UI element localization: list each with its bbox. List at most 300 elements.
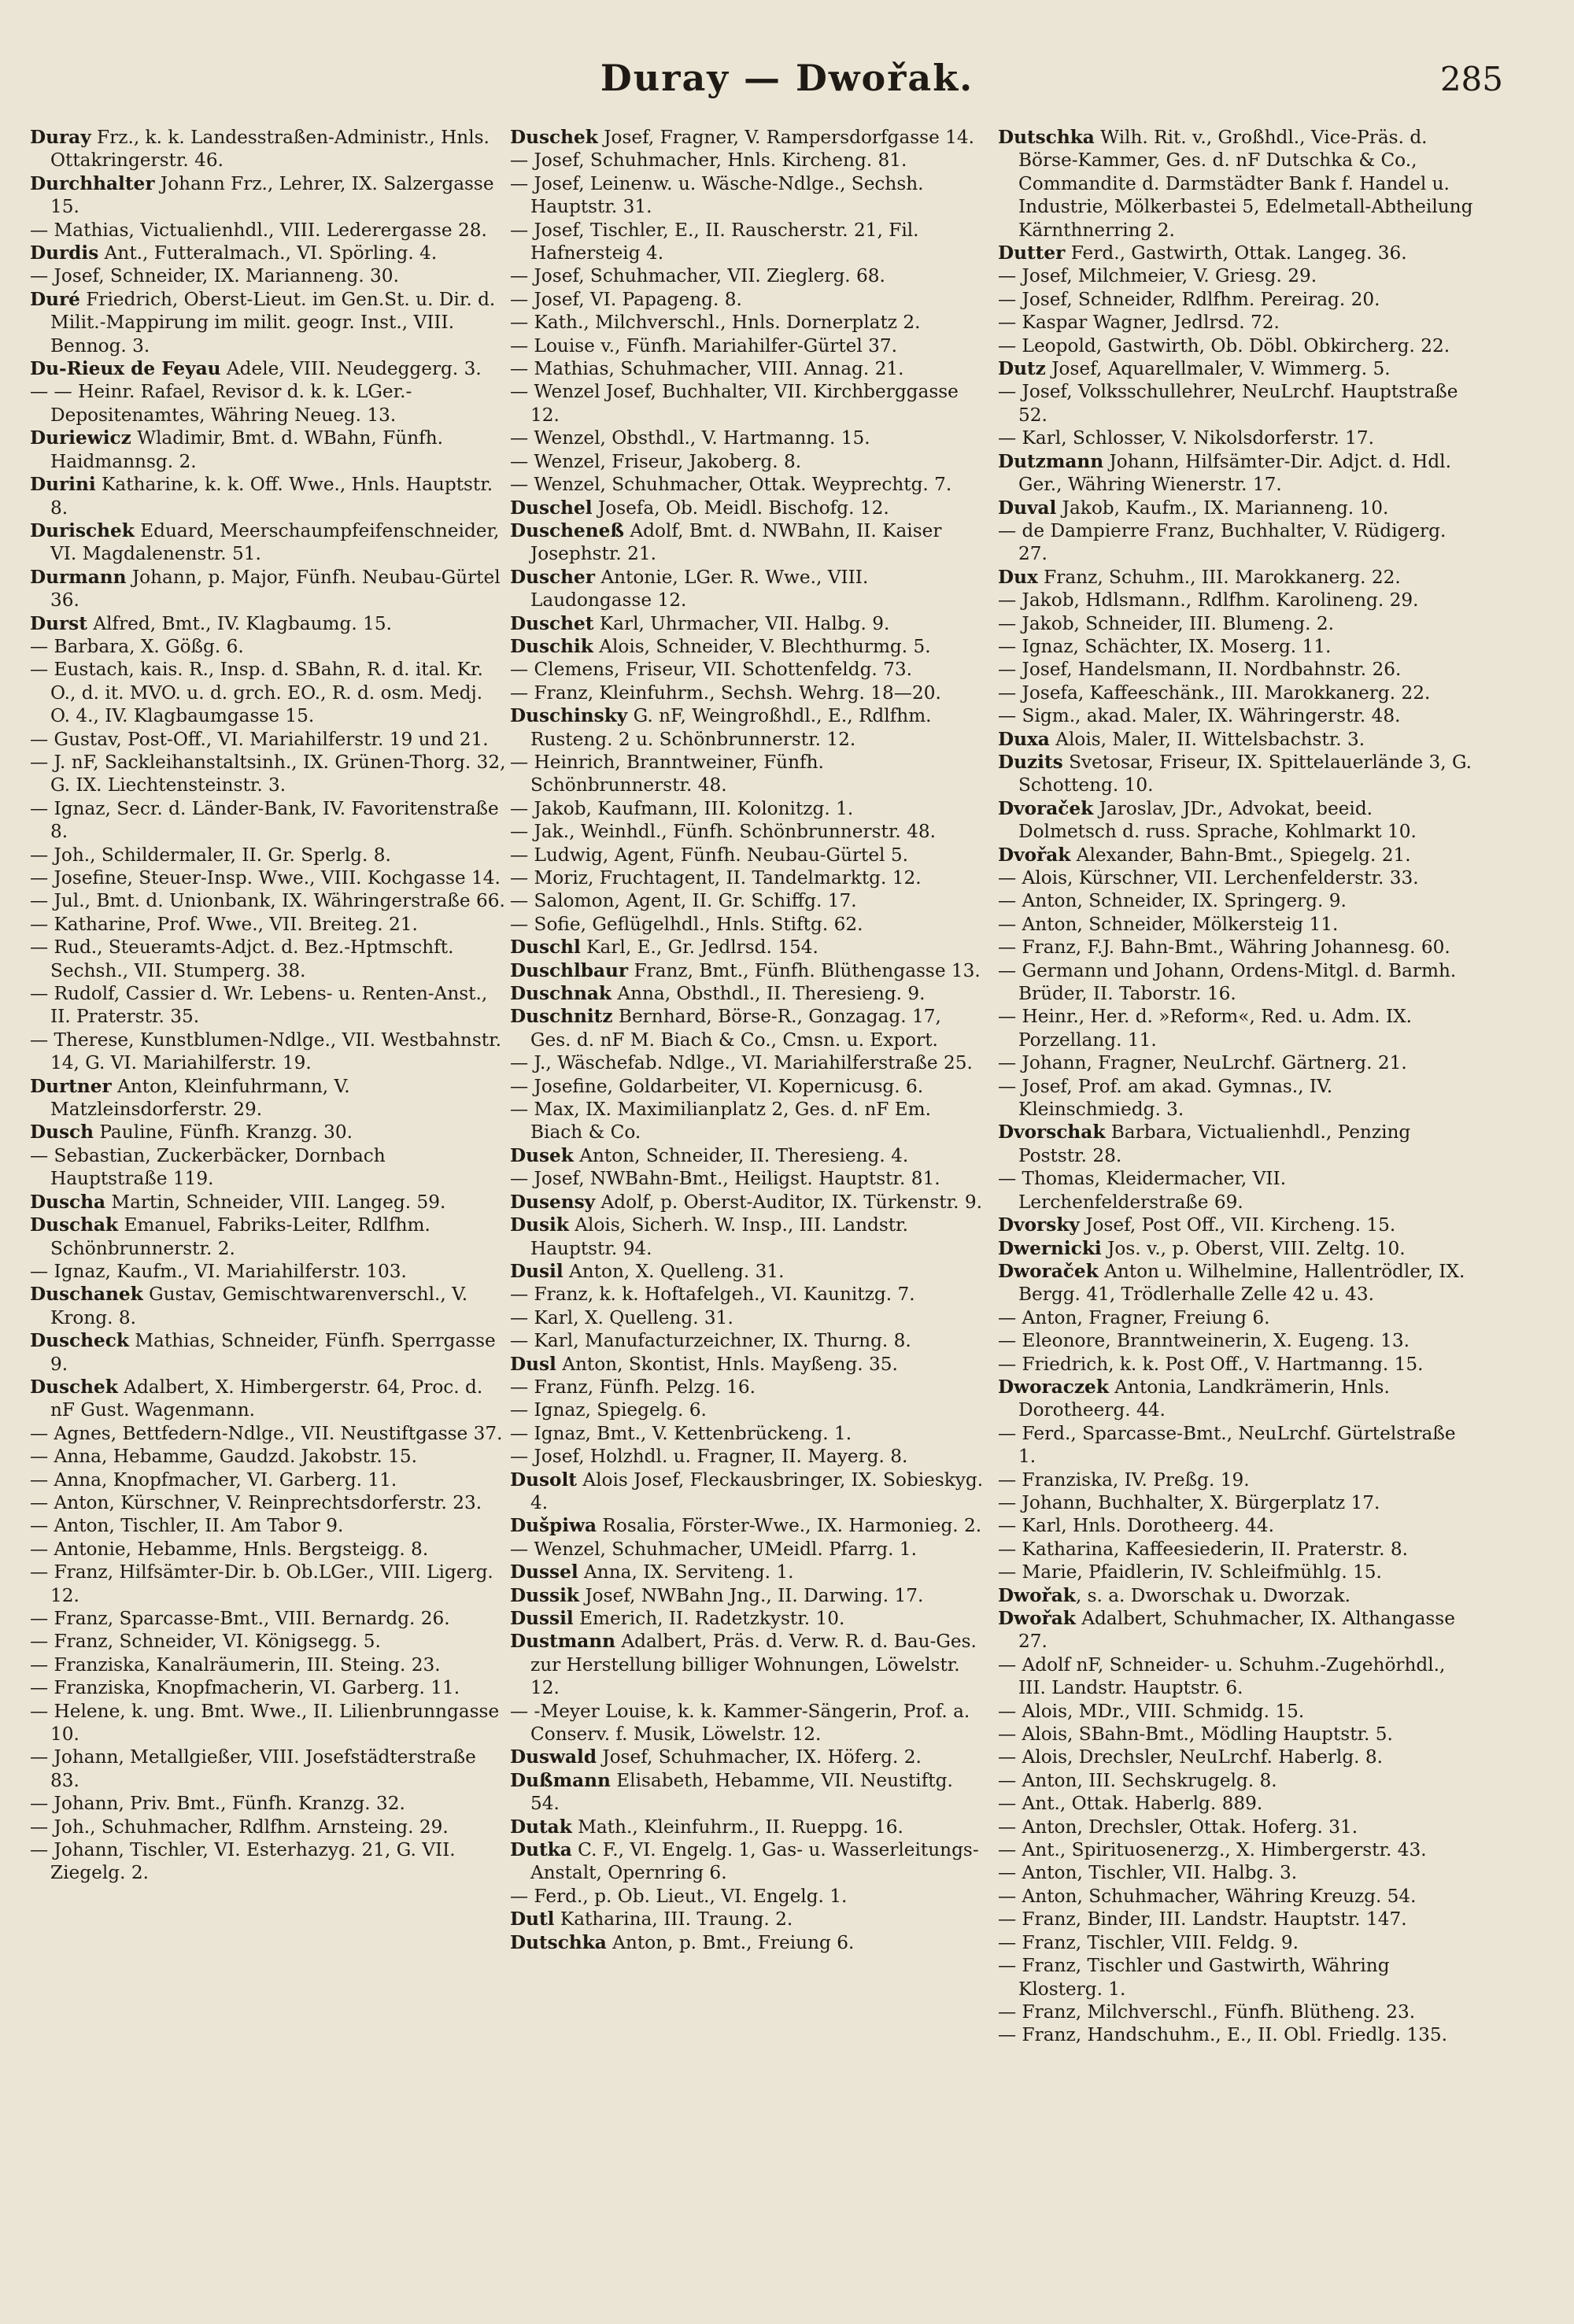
directory-entry [30, 1469, 506, 1491]
entry-details: — Josef, VI. Papageng. 8. [510, 288, 742, 310]
entry-details: — Franz, Binder, III. Landstr. Hauptstr. 147. [998, 1908, 1407, 1931]
directory-entry [510, 311, 986, 334]
directory-entry [30, 1538, 506, 1561]
directory-entry [998, 1491, 1474, 1514]
directory-entry [30, 380, 506, 427]
entry-details: — Ferd., p. Ob. Lieut., VI. Engelg. 1. [510, 1885, 848, 1907]
directory-entry [30, 1445, 506, 1468]
directory-entry [998, 1769, 1474, 1792]
entry-details: Frz., k. k. Landesstraßen-Administr., Hnls. Ottakringerstr. 46. [50, 127, 490, 172]
entry-details: Svetosar, Friseur, IX. Spittelauerlände 3, G. Schotteng. 10. [1018, 751, 1472, 796]
directory-entry [998, 1353, 1474, 1376]
directory-entry [510, 682, 986, 704]
directory-entry [998, 589, 1474, 611]
entry-details: — Franz, F.J. Bahn-Bmt., Währing Johannesg. 60. [998, 937, 1450, 959]
directory-entry [998, 2001, 1474, 2023]
entry-details: — Johann, Priv. Bmt., Fünfh. Kranzg. 32. [30, 1793, 405, 1815]
directory-entry [998, 1931, 1474, 1954]
entry-details: — Jul., Bmt. d. Unionbank, IX. Währingerstraße 66. [30, 890, 505, 912]
directory-entry [510, 1816, 986, 1838]
entry-details: Alois, Maler, II. Wittelsbachstr. 3. [1049, 728, 1365, 750]
entry-details: — Josef, Schneider, Rdlfhm. Pereirag. 20. [998, 288, 1380, 310]
directory-entry [998, 1561, 1474, 1583]
entry-details: — Franziska, IV. Preßg. 19. [998, 1469, 1250, 1491]
directory-entry [510, 1283, 986, 1306]
entry-surname: Duschnitz [510, 1006, 613, 1028]
directory-entry [998, 288, 1474, 311]
directory-entry [510, 913, 986, 936]
entry-details: — Jakob, Schneider, III. Blumeng. 2. [998, 612, 1334, 634]
entry-details: — Ignaz, Secr. d. Länder-Bank, IV. Favoritenstraße 8. [30, 797, 499, 843]
entry-details: — Josefa, Kaffeeschänk., III. Marokkanerg. 22. [998, 682, 1431, 704]
entry-surname: Durdis [30, 242, 99, 264]
entry-details: — Mathias, Schuhmacher, VIII. Annag. 21. [510, 358, 904, 380]
entry-details: — Karl, X. Quelleng. 31. [510, 1306, 733, 1328]
directory-entry [30, 1191, 506, 1214]
entry-details: Jos. v., p. Oberst, VIII. Zeltg. 10. [1101, 1237, 1406, 1259]
entry-details: — Johann, Fragner, NeuLrchf. Gärtnerg. 21. [998, 1052, 1407, 1074]
entry-surname: Dutzmann [998, 450, 1104, 472]
directory-entry [510, 1005, 986, 1051]
entry-surname: Dutter [998, 242, 1066, 264]
directory-entry [30, 982, 506, 1029]
directory-entry [30, 1422, 506, 1445]
directory-entry [998, 1885, 1474, 1908]
entry-details: — Ignaz, Kaufm., VI. Mariahilferstr. 103. [30, 1260, 407, 1282]
column-right [998, 126, 1474, 2306]
directory-entry [510, 172, 986, 219]
directory-entry [510, 1931, 986, 1954]
entry-details: — Germann und Johann, Ordens-Mitgl. d. Barmh. Brüder, II. Taborstr. 16. [998, 959, 1457, 1005]
entry-details: Adele, VIII. Neudeggerg. 3. [220, 358, 482, 380]
entry-details: — Franziska, Kanalräumerin, III. Steing. 23. [30, 1653, 441, 1676]
entry-surname: Dusl [510, 1353, 556, 1375]
directory-entry [998, 866, 1474, 889]
directory-entry [998, 380, 1474, 427]
entry-surname: Duschel [510, 497, 593, 519]
entry-details: — Katharina, Kaffeesiederin, II. Praterstr. 8. [998, 1538, 1408, 1560]
entry-details: — Josef, NWBahn-Bmt., Heiligst. Hauptstr. 81. [510, 1168, 940, 1190]
directory-entry [998, 427, 1474, 449]
directory-entry [998, 936, 1474, 959]
directory-entry [510, 264, 986, 287]
entry-surname: Dutl [510, 1908, 555, 1931]
directory-entry [998, 1792, 1474, 1815]
entry-details: — Josef, Tischler, E., II. Rauscherstr. 21, Fil. Hafnersteig 4. [510, 219, 919, 264]
directory-entry [30, 126, 506, 172]
entry-details: Josefa, Ob. Meidl. Bischofg. 12. [592, 497, 889, 519]
directory-entry [998, 1005, 1474, 1051]
entry-surname: Dvoraček [998, 797, 1094, 819]
directory-entry [30, 1491, 506, 1514]
directory-entry [30, 658, 506, 727]
entry-details: Anna, Obsthdl., II. Theresieng. 9. [611, 983, 926, 1005]
entry-details: — Clemens, Friseur, VII. Schottenfeldg. 73. [510, 659, 913, 681]
directory-entry [30, 1376, 506, 1422]
entry-surname: Dušpiwa [510, 1515, 597, 1537]
entry-details: — Josef, Volksschullehrer, NeuLrchf. Hauptstraße 52. [998, 381, 1458, 426]
directory-entry [998, 519, 1474, 566]
entry-surname: Duzits [998, 751, 1063, 773]
directory-entry [998, 889, 1474, 912]
entry-details: — Heinrich, Branntweiner, Fünfh. Schönbrunnerstr. 48. [510, 751, 824, 796]
directory-entry [30, 566, 506, 612]
entry-details: Josef, NWBahn Jng., II. Darwing. 17. [578, 1584, 924, 1606]
directory-entry [30, 635, 506, 658]
directory-entry [30, 1029, 506, 1075]
directory-entry [998, 1723, 1474, 1746]
directory-entry [510, 519, 986, 566]
directory-entry [30, 844, 506, 866]
directory-entry [30, 1283, 506, 1329]
entry-details: Alois, Sicherh. W. Insp., III. Landstr. Hauptstr. 94. [530, 1214, 908, 1259]
entry-surname: Dvorschak [998, 1121, 1106, 1144]
directory-entry [510, 1191, 986, 1214]
entry-details: — Franz, Milchverschl., Fünfh. Blütheng. 23. [998, 2001, 1416, 2023]
entry-details: Rosalia, Förster-Wwe., IX. Harmonieg. 2. [597, 1515, 982, 1537]
directory-entry [998, 497, 1474, 519]
entry-details: Josef, Post Off., VII. Kircheng. 15. [1079, 1214, 1396, 1236]
entry-details: Johann, Hilfsämter-Dir. Adjct. d. Hdl. Ger., Währing Wienerstr. 17. [1018, 450, 1451, 496]
running-head: Duray — Dwořak. [600, 57, 974, 99]
directory-entry [998, 311, 1474, 334]
entry-details: Franz, Bmt., Fünfh. Blüthengasse 13. [628, 959, 981, 981]
entry-details: — Anton, Schneider, Mölkersteig 11. [998, 913, 1339, 935]
entry-details: — Anna, Knopfmacher, VI. Garberg. 11. [30, 1469, 397, 1491]
entry-details: Emanuel, Fabriks-Leiter, Rdlfhm. Schönbrunnerstr. 2. [50, 1214, 430, 1259]
entry-details: — Karl, Manufacturzeichner, IX. Thurng. 8. [510, 1330, 911, 1352]
entry-details: — Josef, Prof. am akad. Gymnas., IV. Kleinschmiedg. 3. [998, 1075, 1333, 1121]
directory-entry [30, 1561, 506, 1607]
entry-surname: Dusil [510, 1260, 563, 1282]
entry-details: — Johann, Tischler, VI. Esterhazyg. 21, G. VII. Ziegelg. 2. [30, 1839, 456, 1884]
entry-details: — Wenzel, Schuhmacher, Ottak. Weyprechtg. 7. [510, 474, 952, 496]
entry-details: Johann, p. Major, Fünfh. Neubau-Gürtel 36. [50, 566, 501, 611]
entry-details: — Friedrich, k. k. Post Off., V. Hartmanng. 15. [998, 1353, 1424, 1375]
directory-entry [998, 1167, 1474, 1214]
entry-details: — Franz, Handschuhm., E., II. Obl. Friedlg. 135. [998, 2024, 1447, 2046]
entry-details: — Louise v., Fünfh. Mariahilfer-Gürtel 37. [510, 334, 898, 357]
directory-entry [998, 1514, 1474, 1537]
directory-entry [510, 219, 986, 265]
entry-details: — Anton, Fragner, Freiung 6. [998, 1306, 1270, 1328]
entry-details: — Eleonore, Branntweinerin, X. Eugeng. 13. [998, 1330, 1410, 1352]
entry-details: — Josef, Holzhdl. u. Fragner, II. Mayerg. 8. [510, 1446, 908, 1468]
entry-surname: Dwořak [998, 1608, 1076, 1629]
entry-details: Adalbert, Präs. d. Verw. R. d. Bau-Ges. zur Herstellung billiger Wohnungen, Löwelstr. 12. [530, 1631, 977, 1699]
entry-details: — Franz, Sparcasse-Bmt., VIII. Bernardg. 26. [30, 1608, 450, 1629]
directory-entry [30, 1746, 506, 1792]
directory-entry [510, 1098, 986, 1144]
directory-entry [998, 1260, 1474, 1306]
directory-entry [510, 1398, 986, 1421]
entry-surname: Dworaček [998, 1260, 1099, 1282]
entry-surname: Duschlbaur [510, 959, 629, 981]
entry-details: — Mathias, Victualienhdl., VIII. Lederergasse 28. [30, 219, 487, 241]
directory-entry [510, 635, 986, 658]
entry-surname: Dvorsky [998, 1214, 1080, 1236]
directory-entry [510, 797, 986, 820]
entry-details: — Franz, Fünfh. Pelzg. 16. [510, 1376, 756, 1398]
entry-details: — Josef, Handelsmann, II. Nordbahnstr. 26. [998, 659, 1402, 681]
entry-surname: Dutschka [998, 127, 1095, 148]
directory-entry [510, 1051, 986, 1074]
directory-entry [510, 566, 986, 612]
directory-entry [510, 473, 986, 496]
directory-entry [998, 1306, 1474, 1329]
entry-details: — Franz, Kleinfuhrm., Sechsh. Wehrg. 18—20. [510, 682, 941, 704]
directory-entry [510, 1630, 986, 1699]
directory-entry [30, 473, 506, 519]
directory-entry [998, 704, 1474, 727]
directory-entry [510, 1329, 986, 1352]
entry-details: Adalbert, X. Himbergerstr. 64, Proc. d. nF Gust. Wagenmann. [50, 1376, 483, 1421]
entry-details: — Ignaz, Bmt., V. Kettenbrückeng. 1. [510, 1422, 852, 1444]
directory-entry [998, 1700, 1474, 1723]
entry-details: — Heinr., Her. d. »Reform«, Red. u. Adm. IX. Porzellang. 11. [998, 1006, 1413, 1051]
entry-details: — Kath., Milchverschl., Hnls. Dornerplatz 2. [510, 312, 921, 334]
directory-entry [998, 635, 1474, 658]
entry-surname: Durini [30, 474, 96, 496]
directory-entry [998, 1861, 1474, 1884]
entry-details: Alois Josef, Fleckausbringer, IX. Sobieskyg. 4. [530, 1469, 984, 1513]
entry-details: — Thomas, Kleidermacher, VII. Lerchenfelderstraße 69. [998, 1168, 1287, 1213]
directory-entry [30, 519, 506, 566]
entry-details: — Helene, k. ung. Bmt. Wwe., II. Lilienbrunngasse 10. [30, 1700, 500, 1746]
directory-entry [510, 1214, 986, 1260]
directory-entry [30, 288, 506, 357]
entry-details: — Wenzel, Obsthdl., V. Hartmanng. 15. [510, 427, 870, 449]
entry-details: — Rud., Steueramts-Adjct. d. Bez.-Hptmschft. Sechsh., VII. Stumperg. 38. [30, 937, 454, 981]
entry-surname: Durst [30, 612, 87, 634]
entry-surname: Dvořak [998, 844, 1071, 866]
directory-entry [30, 172, 506, 219]
directory-entry [510, 427, 986, 449]
directory-entry [998, 728, 1474, 751]
directory-entry [998, 2023, 1474, 2046]
entry-surname: Duval [998, 497, 1057, 519]
entry-details: Katharina, III. Traung. 2. [554, 1908, 793, 1931]
directory-entry [30, 264, 506, 287]
entry-details: — Alois, Drechsler, NeuLrchf. Haberlg. 8. [998, 1746, 1384, 1768]
directory-entry [998, 1954, 1474, 2001]
entry-details: — Leopold, Gastwirth, Ob. Döbl. Obkircherg. 22. [998, 334, 1450, 357]
directory-entry [998, 797, 1474, 844]
directory-entry [998, 1607, 1474, 1653]
entry-details: — Therese, Kunstblumen-Ndlge., VII. Westbahnstr. 14, G. VI. Mariahilferstr. 19. [30, 1029, 501, 1074]
entry-details: Josef, Aquarellmaler, V. Wimmerg. 5. [1045, 358, 1391, 380]
entry-surname: Duscheneß [510, 519, 624, 541]
entry-details: Martin, Schneider, VIII. Langeg. 59. [105, 1191, 446, 1213]
directory-entry [510, 1144, 986, 1167]
entry-surname: Dussil [510, 1608, 574, 1629]
entry-details: G. nF, Weingroßhdl., E., Rdlfhm. Rusteng. 2 u. Schönbrunnerstr. 12. [530, 705, 932, 750]
entry-details: Karl, Uhrmacher, VII. Halbg. 9. [593, 612, 890, 634]
entry-details: — de Dampierre Franz, Buchhalter, V. Rüdigerg. 27. [998, 519, 1447, 565]
entry-surname: Duschet [510, 612, 594, 634]
directory-entry [510, 866, 986, 889]
directory-entry [510, 612, 986, 635]
directory-entry [30, 612, 506, 635]
directory-entry [510, 1908, 986, 1931]
entry-details: Josef, Fragner, V. Rampersdorfgasse 14. [597, 127, 975, 148]
entry-surname: Dusch [30, 1121, 94, 1144]
directory-entry [998, 1538, 1474, 1561]
directory-entry [510, 820, 986, 843]
directory-entry [998, 126, 1474, 242]
entry-surname: Duschanek [30, 1284, 143, 1306]
entry-details: — -Meyer Louise, k. k. Kammer-Sängerin, Prof. a. Conserv. f. Musik, Löwelstr. 12. [510, 1700, 970, 1746]
entry-details: Anton, Schneider, II. Theresieng. 4. [573, 1144, 909, 1166]
directory-entry [30, 1838, 506, 1885]
entry-surname: Duscha [30, 1191, 106, 1213]
entry-surname: Dussel [510, 1561, 578, 1583]
entry-details: Pauline, Fünfh. Kranzg. 30. [94, 1121, 353, 1144]
directory-entry [30, 1653, 506, 1676]
entry-details: — Eustach, kais. R., Insp. d. SBahn, R. d. ital. Kr. O., d. it. MVO. u. d. grch. EO., R. d. osm. Medj. O. 4., IV. Klagbaumgasse 15. [30, 659, 483, 727]
entry-surname: Dux [998, 566, 1038, 588]
directory-entry [998, 1075, 1474, 1121]
directory-entry [510, 357, 986, 380]
entry-details: Jakob, Kaufm., IX. Marianneng. 10. [1056, 497, 1389, 519]
entry-details: — Josef, Leinenw. u. Wäsche-Ndlge., Sechsh. Hauptstr. 31. [510, 172, 924, 218]
entry-details: Alfred, Bmt., IV. Klagbaumg. 15. [87, 612, 392, 634]
entry-surname: Duxa [998, 728, 1050, 750]
directory-entry [998, 264, 1474, 287]
entry-surname: Dwořak [998, 1584, 1076, 1606]
directory-entry [30, 1075, 506, 1121]
directory-entry [998, 450, 1474, 497]
directory-entry [30, 751, 506, 797]
directory-entry [998, 913, 1474, 936]
entry-surname: Duschnak [510, 983, 611, 1005]
directory-entry [998, 612, 1474, 635]
directory-entry [30, 1329, 506, 1376]
entry-details: Antonia, Landkrämerin, Hnls. Dorotheerg. 44. [1018, 1376, 1390, 1421]
directory-entry [510, 1746, 986, 1768]
entry-details: Jaroslav, JDr., Advokat, beeid. Dolmetsch d. russ. Sprache, Kohlmarkt 10. [1018, 797, 1417, 843]
directory-entry [998, 682, 1474, 704]
entry-details: — Ludwig, Agent, Fünfh. Neubau-Gürtel 5. [510, 844, 908, 866]
directory-entry [998, 1584, 1474, 1607]
entry-details: — Josef, Schuhmacher, Hnls. Kircheng. 81. [510, 150, 907, 172]
entry-details: — J. nF, Sackleihanstaltsinh., IX. Grünen-Thorg. 32, G. IX. Liechtensteinstr. 3. [30, 751, 506, 796]
entry-details: — Josef, Schneider, IX. Marianneng. 30. [30, 265, 399, 287]
directory-entry [30, 936, 506, 982]
entry-surname: Duray [30, 127, 91, 148]
entry-details: — Josefine, Goldarbeiter, VI. Kopernicusg. 6. [510, 1075, 924, 1097]
entry-details: — Wenzel, Friseur, Jakoberg. 8. [510, 450, 802, 472]
entry-details: — Anton, Tischler, VII. Halbg. 3. [998, 1862, 1298, 1884]
page-number: 285 [1439, 60, 1503, 98]
directory-entry [30, 242, 506, 264]
entry-details: Eduard, Meerschaumpfeifenschneider, VI. Magdalenenstr. 51. [50, 519, 500, 565]
entry-surname: Dutka [510, 1839, 572, 1861]
entry-surname: Duschak [30, 1214, 119, 1236]
directory-entry [30, 1144, 506, 1191]
entry-details: Karl, E., Gr. Jedlrsd. 154. [580, 937, 818, 959]
entry-details: — Ant., Spirituosenerzg., X. Himbergerstr. 43. [998, 1839, 1427, 1861]
entry-details: Anton, X. Quelleng. 31. [563, 1260, 785, 1282]
directory-entry [30, 1700, 506, 1746]
directory-entry [998, 566, 1474, 589]
entry-details: , s. a. Dworschak u. Dworzak. [1075, 1584, 1350, 1606]
directory-entry [998, 242, 1474, 264]
entry-details: — Sigm., akad. Maler, IX. Währingerstr. 48. [998, 705, 1401, 727]
directory-entry [510, 1561, 986, 1583]
entry-details: — Jakob, Hdlsmann., Rdlfhm. Karolineng. 29. [998, 589, 1419, 611]
entry-details: — Anton, Schuhmacher, Währing Kreuzg. 54. [998, 1885, 1417, 1907]
directory-entry [510, 380, 986, 427]
column-middle [510, 126, 986, 2306]
entry-surname: Duschl [510, 937, 581, 959]
directory-entry [30, 728, 506, 751]
directory-entry [510, 936, 986, 959]
entry-surname: Durmann [30, 566, 127, 588]
directory-entry [998, 959, 1474, 1006]
directory-entry [510, 959, 986, 982]
directory-entry [30, 1792, 506, 1815]
directory-entry [30, 357, 506, 380]
column-left [30, 126, 506, 2306]
entry-details: — Franziska, Knopfmacherin, VI. Garberg. 11. [30, 1677, 460, 1699]
entry-details: — Anton, III. Sechskrugelg. 8. [998, 1769, 1277, 1791]
directory-entry [998, 844, 1474, 866]
directory-entry [998, 1376, 1474, 1422]
directory-entry [510, 334, 986, 357]
entry-details: — Franz, Tischler, VIII. Feldg. 9. [998, 1931, 1299, 1953]
entry-surname: Duschek [30, 1376, 118, 1398]
entry-surname: Duscheck [30, 1330, 129, 1352]
directory-entry [30, 219, 506, 242]
directory-entry [998, 1422, 1474, 1469]
directory-entry [998, 1237, 1474, 1260]
entry-details: — — Heinr. Rafael, Revisor d. k. k. LGer.-Depositenamtes, Währing Neueg. 13. [30, 381, 412, 426]
entry-surname: Dutschka [510, 1931, 607, 1953]
directory-entry [510, 1167, 986, 1190]
entry-details: — Ignaz, Schächter, IX. Moserg. 11. [998, 635, 1332, 657]
entry-details: Johann Frz., Lehrer, IX. Salzergasse 15. [50, 172, 494, 218]
entry-details: Alois, Schneider, V. Blechthurmg. 5. [593, 635, 931, 657]
entry-details: — Josef, Schuhmacher, VII. Zieglerg. 68. [510, 265, 885, 287]
directory-entry [998, 1121, 1474, 1167]
directory-entry [30, 1607, 506, 1630]
entry-details: — Anton, Drechsler, Ottak. Hoferg. 31. [998, 1816, 1358, 1838]
directory-entry [30, 1676, 506, 1699]
entry-details: — J., Wäschefab. Ndlge., VI. Mariahilferstraße 25. [510, 1052, 973, 1074]
entry-details: Josef, Schuhmacher, IX. Höferg. 2. [597, 1746, 922, 1768]
entry-details: — Max, IX. Maximilianplatz 2, Ges. d. nF Em. Biach & Co. [510, 1099, 932, 1144]
entry-surname: Du-Rieux de Feyau [30, 358, 221, 380]
directory-entry [30, 913, 506, 936]
directory-entry [30, 1816, 506, 1838]
entry-details: — Moriz, Fruchtagent, II. Tandelmarktg. 12. [510, 867, 922, 889]
entry-surname: Dussik [510, 1584, 579, 1606]
entry-details: — Salomon, Agent, II. Gr. Schiffg. 17. [510, 890, 857, 912]
directory-entry [30, 1514, 506, 1537]
entry-details: C. F., VI. Engelg. 1, Gas- u. Wasserleitungs-Anstalt, Opernring 6. [530, 1839, 979, 1884]
entry-details: — Ant., Ottak. Haberlg. 889. [998, 1793, 1263, 1815]
entry-surname: Duriewicz [30, 427, 131, 449]
directory-entry [510, 1075, 986, 1098]
entry-surname: Durtner [30, 1075, 112, 1097]
directory-entry [998, 357, 1474, 380]
directory-entry [510, 1838, 986, 1885]
directory-entry [510, 1769, 986, 1816]
entry-details: — Josefine, Steuer-Insp. Wwe., VIII. Kochgasse 14. [30, 867, 501, 889]
entry-details: — Karl, Schlosser, V. Nikolsdorferstr. 17. [998, 427, 1375, 449]
entry-details: — Anton, Kürschner, V. Reinprechtsdorferstr. 23. [30, 1491, 482, 1513]
